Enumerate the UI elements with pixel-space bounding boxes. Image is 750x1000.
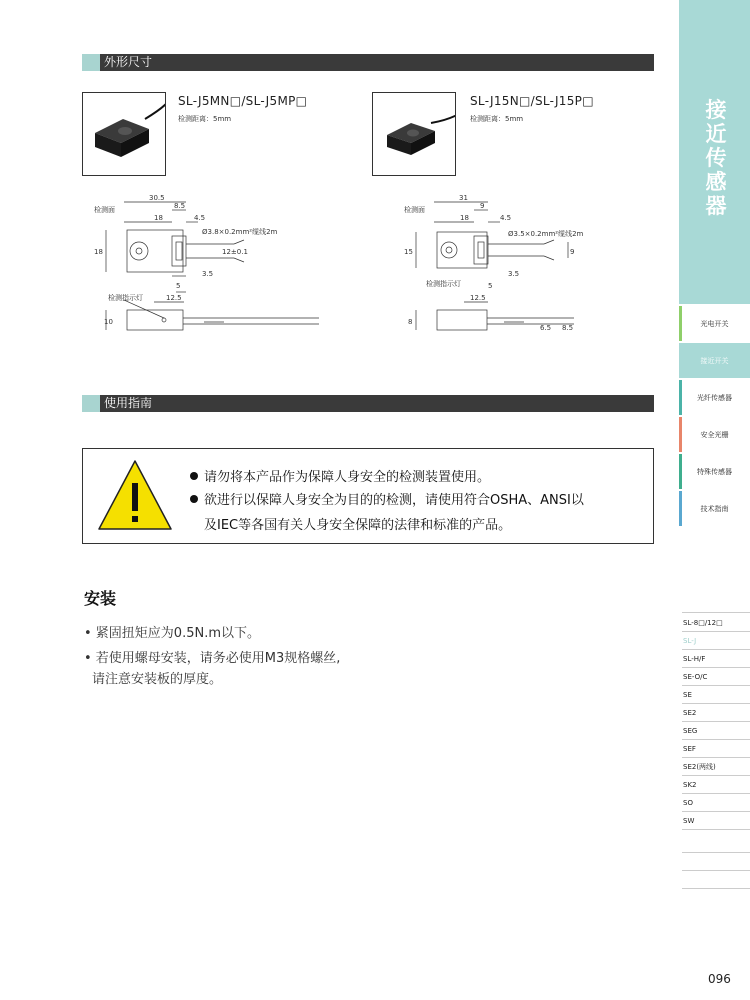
series-item-se2[interactable]: SE2 xyxy=(682,704,750,722)
series-item-so[interactable]: SO xyxy=(682,794,750,812)
sidebar-item-proximity[interactable] xyxy=(679,342,750,378)
title-char: 感 xyxy=(705,170,727,194)
series-item-sw[interactable]: SW xyxy=(682,812,750,830)
series-item-sef[interactable]: SEF xyxy=(682,740,750,758)
label-face: 检测面 xyxy=(404,206,425,214)
dim-height: 15 xyxy=(404,248,413,256)
dim-e: 3.5 xyxy=(508,270,520,278)
section-header-guide xyxy=(82,395,654,412)
title-char: 接 xyxy=(705,98,727,122)
series-item-se[interactable]: SE xyxy=(682,686,750,704)
series-item-sl-j[interactable]: SL-J xyxy=(682,632,750,650)
dim-d3: 4.5 xyxy=(500,214,512,222)
install-item-1: • 紧固扭矩应为0.5N.m以下。 xyxy=(84,626,260,641)
sidebar-item-tech-guide[interactable] xyxy=(679,490,750,526)
sidebar-category-title xyxy=(701,98,731,218)
dimension-drawing-j5 xyxy=(94,192,324,342)
dim-f: 5 xyxy=(176,282,181,290)
label-lamp: 检测指示灯 xyxy=(426,280,461,288)
series-divider xyxy=(682,852,750,853)
sidebar-item-photoelectric[interactable] xyxy=(679,305,750,341)
dim-e: 3.5 xyxy=(202,270,214,278)
dim-total: 30.5 xyxy=(149,194,165,202)
install-title: 安装 xyxy=(84,589,117,608)
dim-d3: 4.5 xyxy=(194,214,206,222)
dim-j: 8.5 xyxy=(562,324,574,332)
section-title: 使用指南 xyxy=(104,396,153,410)
dim-f: 5 xyxy=(488,282,493,290)
bullet-icon xyxy=(190,495,198,503)
sidebar-item-label: 接近开关 xyxy=(700,357,729,365)
sidebar xyxy=(679,0,750,1000)
sidebar-item-label: 特殊传感器 xyxy=(697,468,732,476)
install-item-2: • 若使用螺母安装，请务必使用M3规格螺丝, xyxy=(84,651,341,666)
model-title-j5: SL-J5MN□/SL-J5MP□ xyxy=(178,94,308,108)
sidebar-item-bar xyxy=(679,380,682,415)
dim-total: 31 xyxy=(459,194,468,202)
sidebar-item-bar xyxy=(679,417,682,452)
dim-d2: 18 xyxy=(460,214,469,222)
dim-h: 10 xyxy=(104,318,113,326)
warning-line-2: 欲进行以保障人身安全为目的的检测，请使用符合OSHA、ANSI以 xyxy=(204,493,584,508)
series-divider xyxy=(682,612,750,613)
title-char: 传 xyxy=(705,146,727,170)
title-char: 器 xyxy=(705,194,727,218)
model-distance-j5: 检测距离：5mm xyxy=(178,115,232,123)
model-distance-j15: 检测距离：5mm xyxy=(470,115,524,123)
dim-height: 18 xyxy=(94,248,103,256)
product-photo-j5 xyxy=(82,92,166,176)
sidebar-item-label: 光电开关 xyxy=(700,320,729,328)
label-lamp: 检测指示灯 xyxy=(108,294,143,302)
sidebar-item-bar xyxy=(679,454,682,489)
series-item-se2-two-wire[interactable]: SE2(两线) xyxy=(682,758,750,776)
dim-d2: 18 xyxy=(154,214,163,222)
series-item-se-oc[interactable]: SE-O/C xyxy=(682,668,750,686)
series-item-seg[interactable]: SEG xyxy=(682,722,750,740)
section-header-dimensions xyxy=(82,54,654,71)
section-accent xyxy=(82,54,100,71)
series-divider xyxy=(682,870,750,871)
sidebar-item-safety-curtain[interactable] xyxy=(679,416,750,452)
sidebar-item-fiber[interactable] xyxy=(679,379,750,415)
sensor-image xyxy=(83,93,166,176)
warning-icon xyxy=(97,457,173,533)
product-photo-j15 xyxy=(372,92,456,176)
dim-cable: Ø3.8×0.2mm²缆线2m xyxy=(202,228,278,236)
install-item-3: 请注意安装板的厚度。 xyxy=(92,672,223,687)
dim-d1: 9 xyxy=(480,202,485,210)
sidebar-item-label: 安全光栅 xyxy=(700,431,729,439)
model-title-j15: SL-J15N□/SL-J15P□ xyxy=(470,94,594,108)
dim-cable: Ø3.5×0.2mm²缆线2m xyxy=(508,230,584,238)
title-char: 近 xyxy=(705,122,727,146)
sensor-image xyxy=(373,93,456,176)
dim-h: 8 xyxy=(408,318,413,326)
dim-d1: 8.5 xyxy=(174,202,186,210)
warning-line-1: 请勿将本产品作为保障人身安全的检测装置使用。 xyxy=(204,470,491,485)
dim-g: 12.5 xyxy=(470,294,486,302)
series-item-sl-hf[interactable]: SL-H/F xyxy=(682,650,750,668)
sidebar-item-bar xyxy=(679,306,682,341)
dim-g: 12.5 xyxy=(166,294,182,302)
sidebar-item-label: 光纤传感器 xyxy=(697,394,732,402)
series-item-sk2[interactable]: SK2 xyxy=(682,776,750,794)
sidebar-item-label: 技术指南 xyxy=(700,505,729,513)
dim-i: 6.5 xyxy=(540,324,552,332)
label-face: 检测面 xyxy=(94,206,115,214)
series-divider xyxy=(682,888,750,889)
section-title: 外形尺寸 xyxy=(104,55,153,69)
page-number: 096 xyxy=(708,972,731,986)
warning-line-3: 及IEC等各国有关人身安全保障的法律和标准的产品。 xyxy=(204,518,512,533)
dim-c: 9 xyxy=(570,248,575,256)
series-item-sl-8[interactable]: SL-8□/12□ xyxy=(682,614,750,632)
sidebar-item-bar xyxy=(679,491,682,526)
bullet-icon xyxy=(190,472,198,480)
sidebar-item-special[interactable] xyxy=(679,453,750,489)
dimension-drawing-j15 xyxy=(404,192,634,342)
section-accent xyxy=(82,395,100,412)
dim-c: 12±0.1 xyxy=(222,248,248,256)
